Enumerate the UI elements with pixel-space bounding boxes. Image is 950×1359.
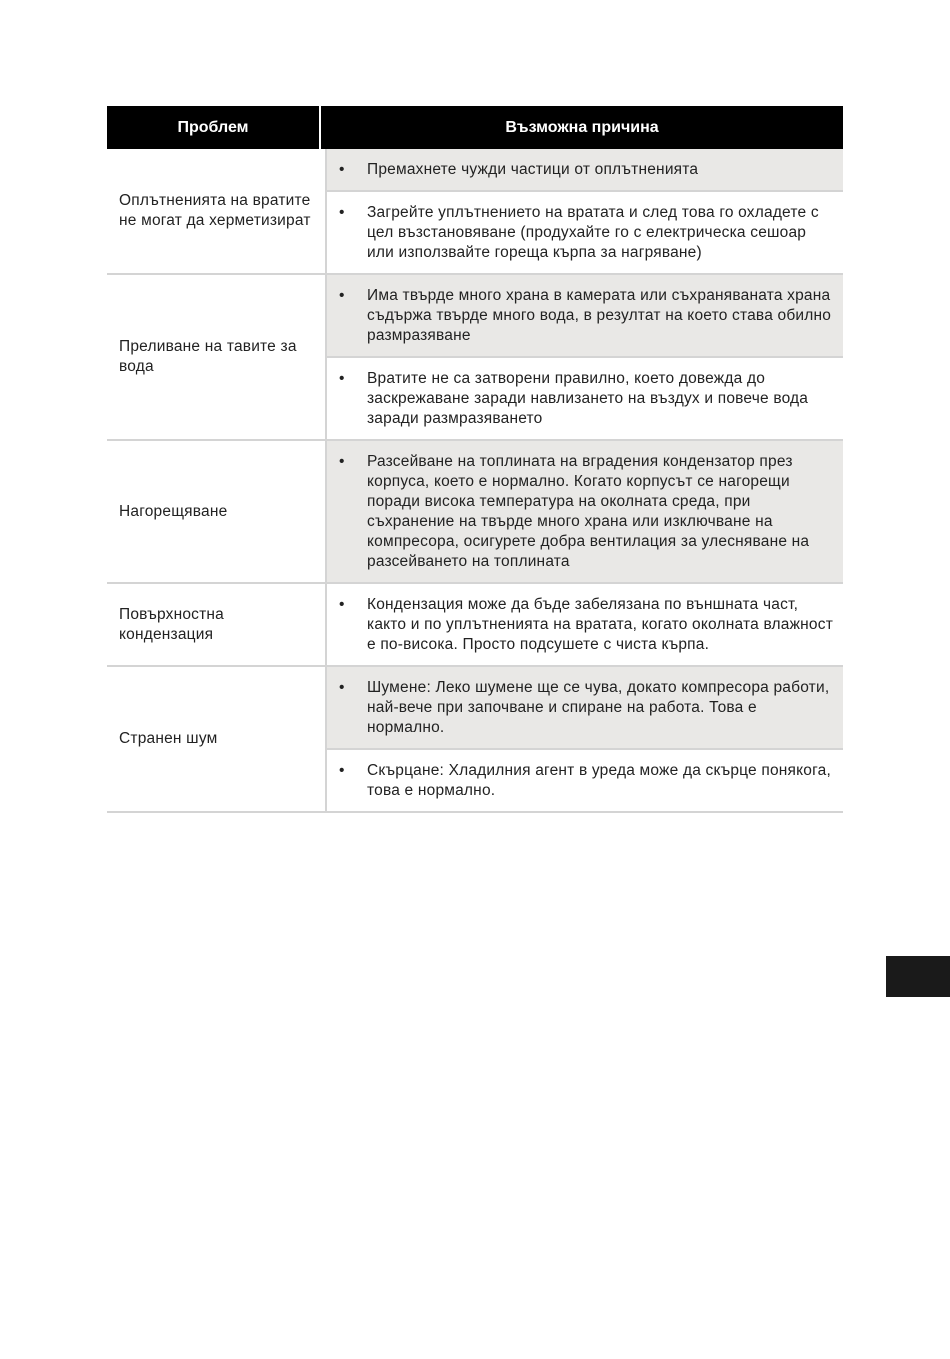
- causes-cell: [327, 584, 843, 665]
- cause-item: [327, 667, 843, 750]
- problem-cell: Преливане на тавите за вода: [107, 275, 327, 439]
- cause-item: [327, 584, 843, 665]
- bullet-icon: •: [339, 161, 345, 178]
- table-header: [107, 106, 843, 149]
- cause-item: [327, 275, 843, 358]
- cause-text: Шумене: Леко шумене ще се чува, докато компресора работи, най-вече при започване и спиране на работа. Това е нормално.: [367, 679, 830, 736]
- cause-text: Скърцане: Хладилния агент в уреда може да скърце понякога, това е нормално.: [367, 762, 831, 799]
- troubleshooting-table: [107, 106, 843, 813]
- bullet-icon: •: [339, 453, 345, 470]
- problem-cell: Нагорещяване: [107, 441, 327, 582]
- table-row: [107, 441, 843, 584]
- bullet-icon: •: [339, 370, 345, 387]
- page-side-tab: [886, 956, 950, 997]
- cause-text: Има твърде много храна в камерата или съхраняваната храна съдържа твърде много вода, в резултат на което става обилно размразяване: [367, 287, 832, 344]
- causes-cell: [327, 667, 843, 811]
- causes-cell: [327, 149, 843, 273]
- bullet-icon: •: [339, 762, 345, 779]
- table-row: [107, 667, 843, 813]
- problem-cell: Странен шум: [107, 667, 327, 811]
- cause-item: [327, 149, 843, 192]
- cause-item: [327, 750, 843, 811]
- header-cause: Възможна причина: [505, 118, 659, 136]
- table-row: [107, 584, 843, 667]
- cause-text: Разсейване на топлината на вградения кондензатор през корпуса, което е нормално. Когато корпусът се нагорещи поради висока температура на околната среда, при съхранение на твърде много храна или изключване на компресора, осигурете добра вентилация за улесняване на разсейването на топлината: [367, 453, 810, 570]
- header-problem: Проблем: [107, 106, 321, 149]
- table-row: [107, 275, 843, 441]
- causes-cell: [327, 275, 843, 439]
- bullet-icon: •: [339, 679, 345, 696]
- cause-text: Кондензация може да бъде забелязана по външната част, както и по уплътненията на вратата, когато околната влажност е по-висока. Просто подсушете с чиста кърпа.: [367, 596, 833, 653]
- causes-cell: [327, 441, 843, 582]
- bullet-icon: •: [339, 287, 345, 304]
- table-row: [107, 149, 843, 275]
- cause-item: [327, 192, 843, 273]
- cause-text: Премахнете чужди частици от оплътненията: [367, 161, 699, 178]
- bullet-icon: •: [339, 204, 345, 221]
- cause-text: Загрейте уплътнението на вратата и след това го охладете с цел възстановяване (продухайте го с електрическа сешоар или използвайте гореща кърпа за нагряване): [367, 204, 819, 261]
- cause-item: [327, 441, 843, 582]
- bullet-icon: •: [339, 596, 345, 613]
- cause-text: Вратите не са затворени правилно, което довежда до заскрежаване заради навлизането на въздух и повече вода заради размразяването: [367, 370, 809, 427]
- problem-cell: Оплътненията на вратите не могат да херметизират: [107, 149, 327, 273]
- cause-item: [327, 358, 843, 439]
- problem-cell: Повърхностна кондензация: [107, 584, 327, 665]
